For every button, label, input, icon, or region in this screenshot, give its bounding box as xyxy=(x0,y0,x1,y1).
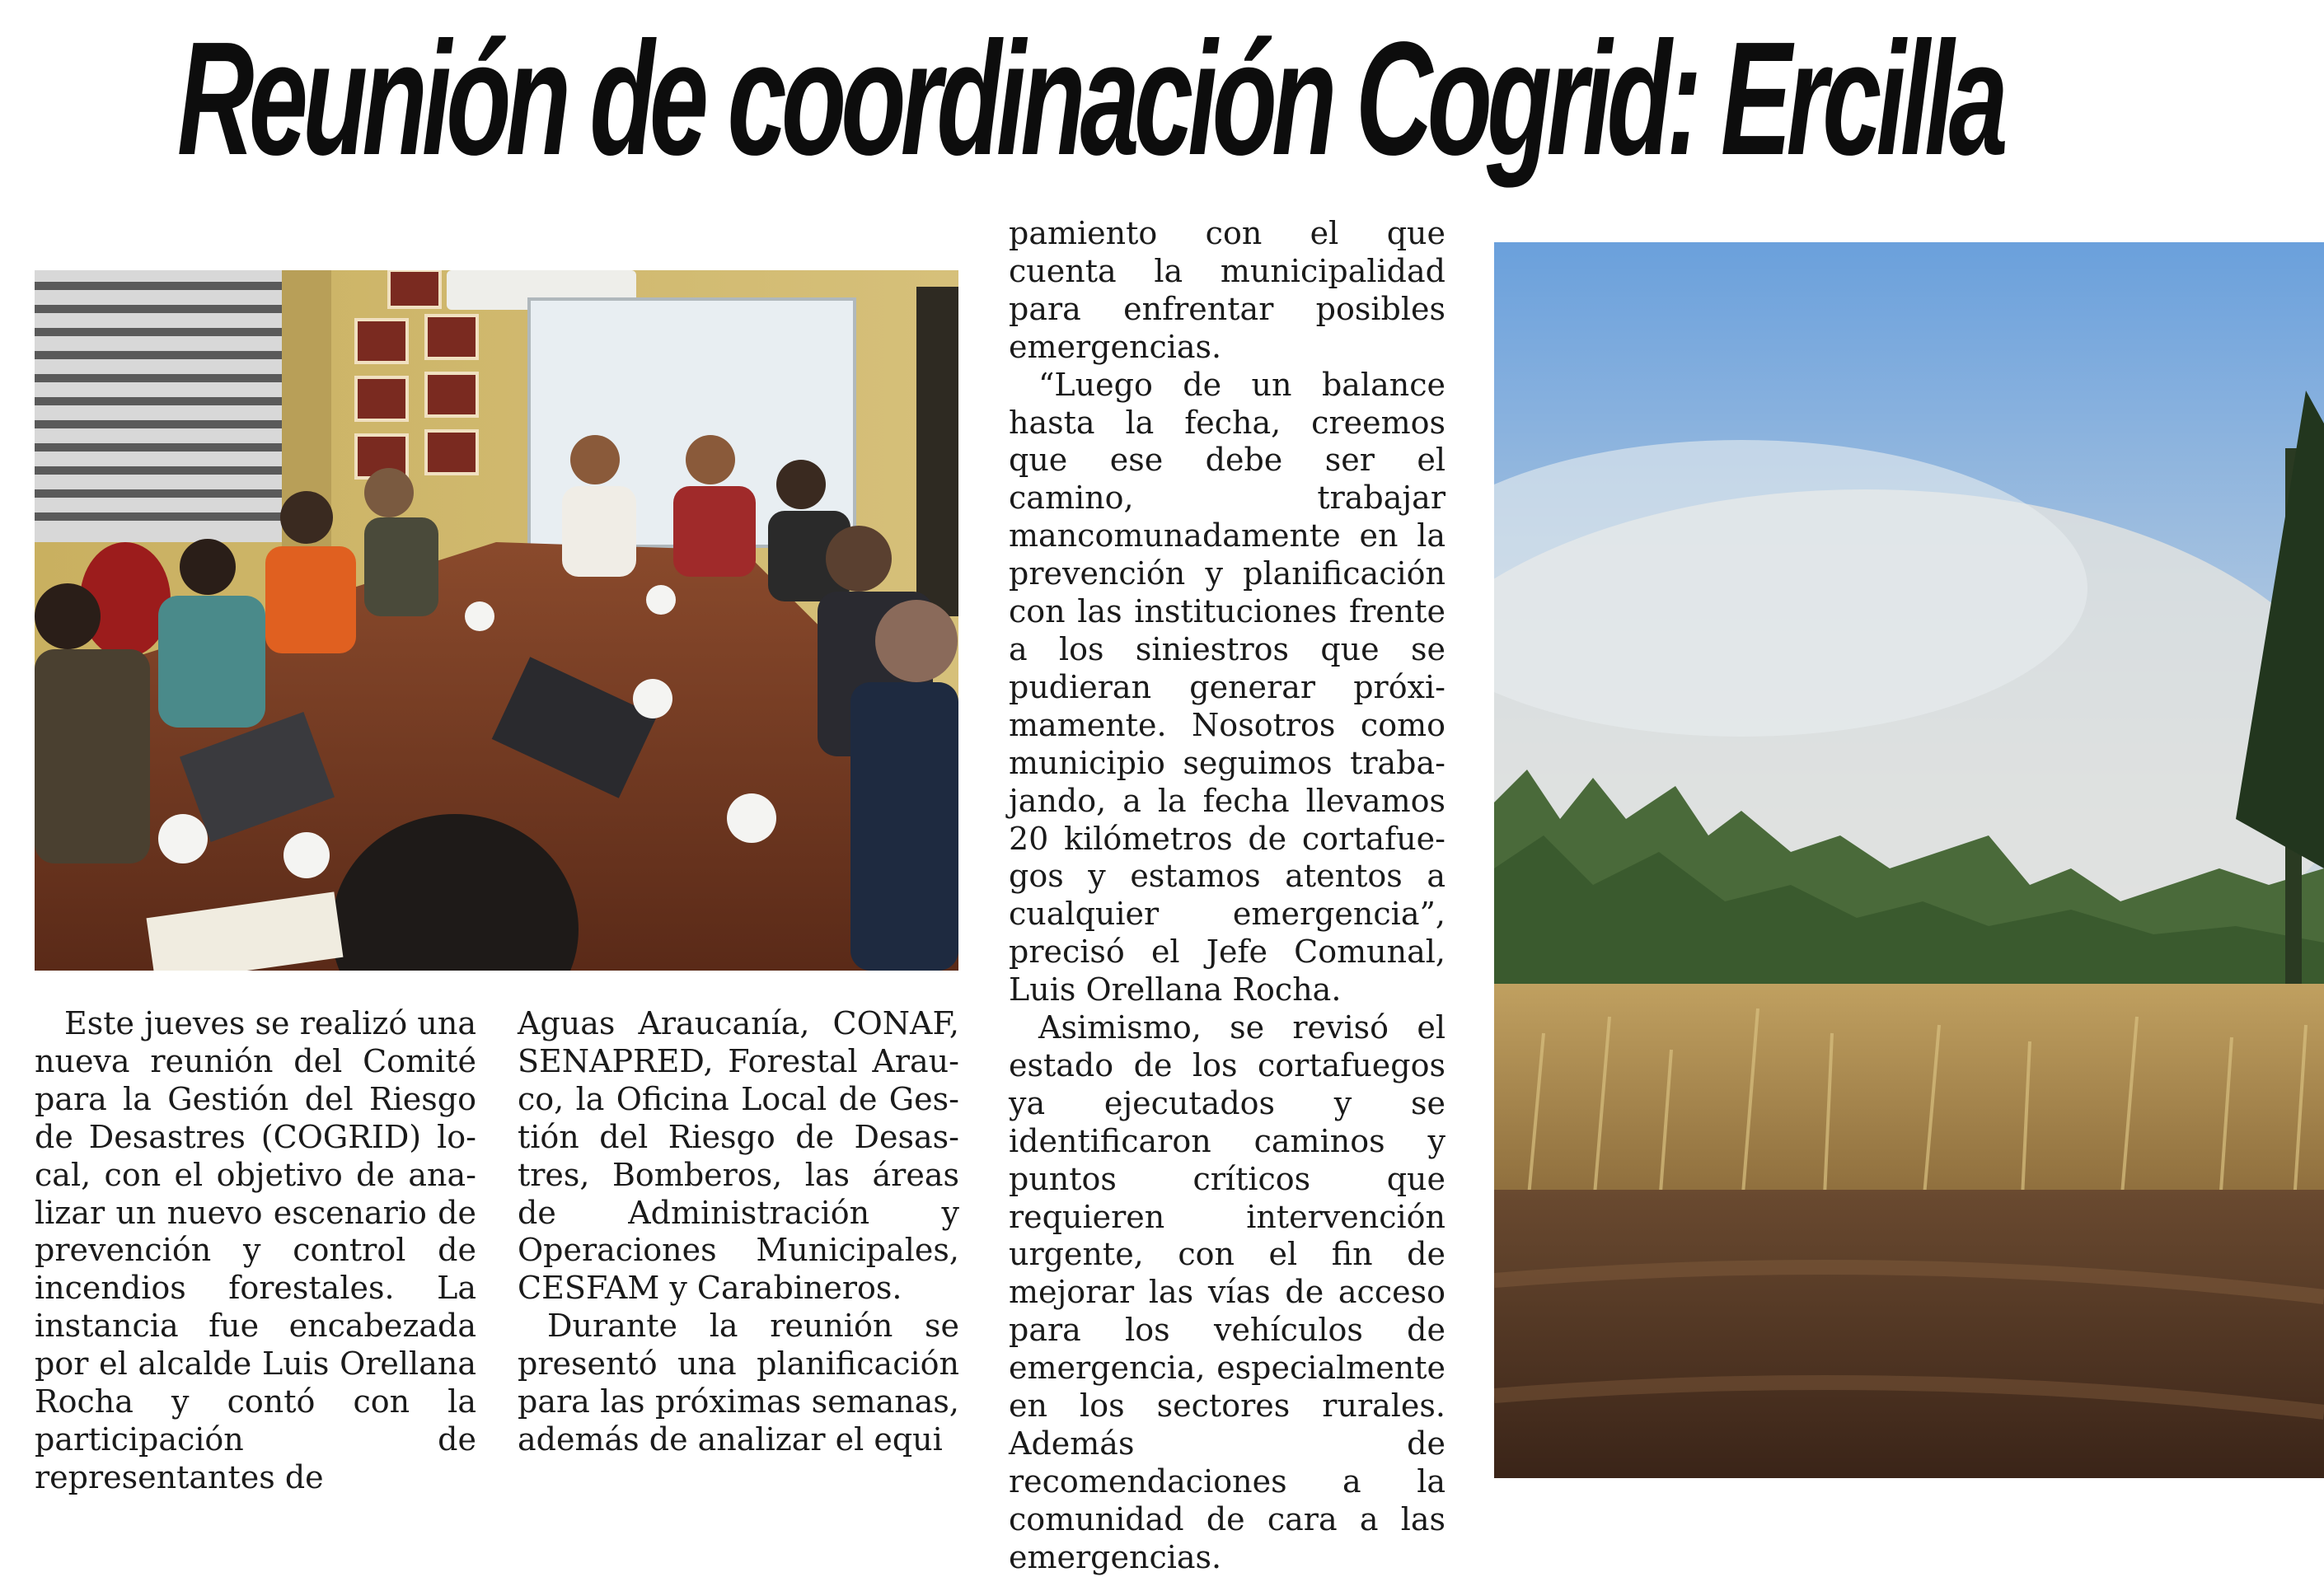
paragraph: Asimismo, se revisó el estado de los cortafuegos ya ejecutados y se identificaron caminos y puntos críticos que requieren intervención urgente, con el fin de mejorar las vías de acceso para los vehículos de emergencia, especialmente en los sectores rurales. Además de recomendaciones a la comunidad de cara a las emergencias. xyxy=(1009,1009,1445,1575)
article-column-1 xyxy=(35,1005,476,1497)
paragraph: pamiento con el que cuenta la municipalidad para enfrentar posibles emergencias. xyxy=(1009,215,1445,365)
forest-smoke-photo xyxy=(1494,242,2324,1478)
article-column-2 xyxy=(518,1005,959,1459)
paragraph: Durante la reunión se presentó una planificación para las próximas semanas, además de analizar el equi xyxy=(518,1308,959,1458)
quote-paragraph: “Luego de un balance hasta la fecha, creemos que ese debe ser el camino, trabajar mancomunadamente en la prevención y planificación con las instituciones frente a los siniestros que se pudieran generar próximamente. Nosotros como municipio seguimos trabajando, a la fecha llevamos 20 kilómetros de cortafuegos y estamos atentos a cualquier emergencia”, precisó el Jefe Comunal, Luis Orellana Rocha. xyxy=(1009,366,1445,1008)
paragraph: Aguas Araucanía, CONAF, SENAPRED, Forestal Arauco, la Oficina Local de Gestión del Riesgo de Desastres, Bomberos, las áreas de Administración y Operaciones Municipales, CESFAM y Carabineros. xyxy=(518,1005,959,1307)
window-blinds xyxy=(35,270,282,542)
meeting-photo xyxy=(35,270,958,971)
paragraph: Este jueves se realizó una nueva reunión del Comité para la Gestión del Riesgo de Desastres (COGRID) local, con el objetivo de analizar un nuevo escenario de prevención y control de incendios forestales. La instancia fue encabezada por el alcalde Luis Orellana Rocha y contó con la participación de representantes de xyxy=(35,1005,476,1495)
headline: Reunión de coordinación Cogrid: Ercilla xyxy=(177,8,2003,189)
article-column-3 xyxy=(1009,215,1445,1577)
